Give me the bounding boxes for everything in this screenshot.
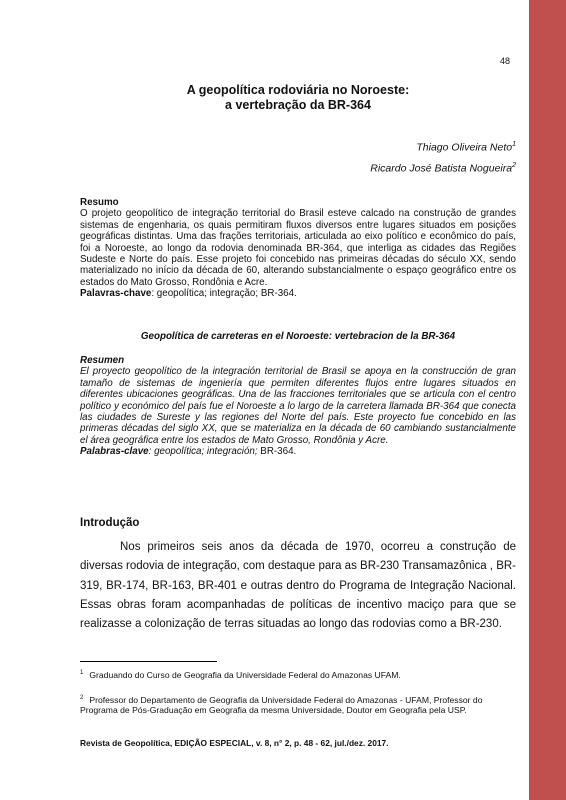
abstract-portuguese [80, 197, 516, 300]
section-heading: Introdução [80, 517, 140, 529]
footnote-text: Professor do Departamento de Geografia da Universidade Federal do Amazonas - UFAM, Professor do Programa de Pós-Graduação em Geografia da mesma Universidade, Doutor em Geografia pela USP. [80, 694, 483, 716]
body-paragraph: Nos primeiros seis anos da década de 1970, ocorreu a construção de diversas rodovia de integração, com destaque para as BR-230 Transamazônica , BR-319, BR-174, BR-163, BR-401 e outras dentro do Programa de Integração Nacional. Essas obras foram acompanhadas de políticas de incentivo maciço para que se realizasse a colonização de terras situadas ao longo das rodovias como a BR-230. [80, 541, 516, 631]
title-line-1: A geopolítica rodoviária no Noroeste: [186, 83, 410, 97]
author-2 [370, 162, 516, 175]
abstract-text: El proyecto geopolítico de la integración territorial de Brasil se apoya en la construcción de gran tamaño de sistemas de ingeniería que permiten diferentes flujos entre lugares situados en diferentes ubicaciones geográficas. Una de las fracciones territoriales que se articula con el centro político y económico del país fue el Noroeste a lo largo de la carretera llamada BR-364 que conecta las ciudades de Sureste y las regiones del Norte del país. Este proyecto fue concebido en las primeras décadas del siglo XX, que se materializa en la década de 60 cambiando sustancialmente el área geográfica entre los estados de Mato Grosso, Rondônia y Acre. [80, 366, 516, 446]
keywords-label: Palabras-clave [80, 446, 149, 458]
footnote-2 [80, 693, 516, 716]
keywords: : geopolítica; integración; [148, 446, 258, 458]
keywords-label: Palavras-chave [80, 288, 152, 300]
footnote-mark: 1 [80, 670, 84, 676]
abstract-text: O projeto geopolítico de integração territorial do Brasil esteve calcado na construção de grandes sistemas de engenharia, os quais permitiram fluxos diversos entre lugares situados em posições geográficas distintas. Uma das frações territoriais, articulada ao eixo político e econômico do país, foi a Noroeste, ao longo da rodovia denominada BR-364, que interliga as cidades das Regiões Sudeste e Norte do país. Esse projeto foi concebido nas primeiras décadas do século XX, sendo materializado no início da década de 60, alterando substancialmente o espaço geográfico entre os estados do Mato Grosso, Rondônia e Acre. [80, 208, 516, 288]
footnote-mark: 2 [80, 695, 84, 701]
keywords-line [80, 288, 516, 299]
keywords-line [80, 446, 516, 457]
abstract-heading: Resumo [80, 197, 119, 208]
keywords: : geopolítica; integração; BR-364. [151, 288, 297, 300]
keywords-tail: BR-364. [257, 446, 297, 458]
journal-reference: Revista de Geopolítica, EDIÇÃO ESPECIAL, v. 8, n° 2, p. 48 - 62, jul./dez. 2017. [80, 738, 389, 748]
author-1 [416, 141, 516, 154]
abstract-heading: Resumen [80, 355, 125, 366]
page-number: 48 [500, 56, 511, 66]
spanish-title: Geopolítica de carreteras en el Noroeste: vertebracion de la BR-364 [140, 331, 456, 342]
footnote-1 [80, 668, 516, 680]
abstract-spanish [80, 355, 516, 458]
footnote-text: Graduando do Curso de Geografia da Universidade Federal do Amazonas UFAM. [89, 669, 401, 680]
author-footnote-mark: 1 [512, 141, 516, 148]
author-name: Thiago Oliveira Neto [416, 141, 513, 154]
author-name: Ricardo José Batista Nogueira [370, 162, 513, 175]
footnote-divider [80, 661, 217, 662]
author-footnote-mark: 2 [512, 162, 516, 169]
decorative-sidebar [529, 0, 566, 800]
title-line-2: a vertebração da BR-364 [225, 98, 371, 112]
article-title [80, 83, 516, 113]
